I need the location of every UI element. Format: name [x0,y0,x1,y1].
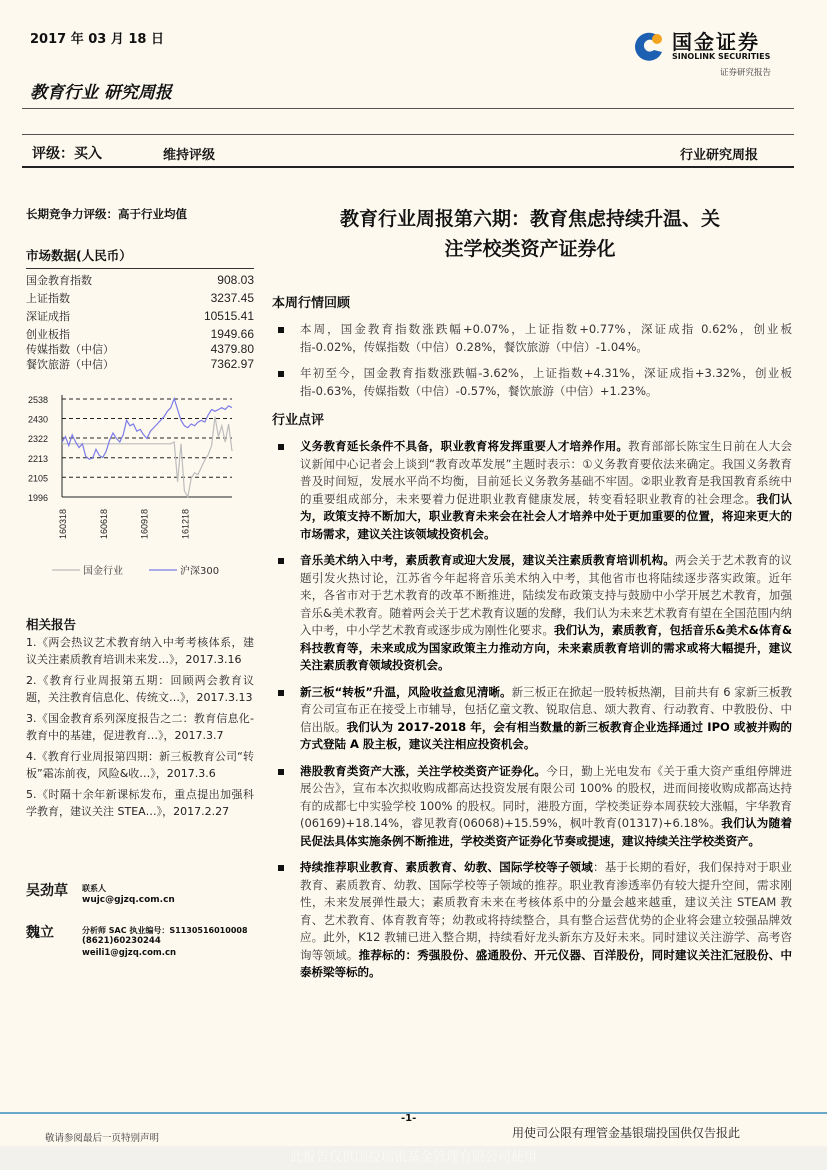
main-content [272,286,792,991]
related-report-link[interactable]: 4.《教育行业周报第四期：新三板教育公司“转板”霜冻前夜，风险&收…》，2017.3.6 [26,750,254,780]
page-number: -1- [401,1113,417,1124]
related-report-link[interactable]: 5.《时隔十余年新课标发布，重点提出加强科学教育，建议关注 STEA…》，2017.2.27 [26,788,254,818]
disclaimer-note: 敬请参阅最后一页特别声明 [45,1133,160,1144]
divider [22,108,794,109]
company-logo [632,26,792,76]
market-row: 创业板指 1949.66 [26,327,254,341]
x-tick-label: 160618 [98,508,109,539]
list-item: 本周，国金教育指数涨跌幅+0.07%，上证指数+0.77%，深证成指 0.62%，创业板指-0.02%，传媒指数（中信）0.28%，餐饮旅游（中信）-1.04%。 [272,321,792,356]
market-data-title: 市场数据(人民币） [26,248,132,263]
list-item: 音乐美术纳入中考，素质教育或迎大发展，建议关注素质教育培训机构。两会关于艺术教育的议题引发火热讨论，江苏省今年起将音乐美术纳入中考，其他省市也将陆续逐步落实政策。近年来，各省市对于艺术教育的改革不断推进，陆续发布政策支持与鼓励中小学开展艺术教育，加强音乐&美术教育。随着两会关于艺术教育议题的发酵，我们认为未来艺术教育有望在全国范围内纳入中考，中小学艺术教育或逐步成为刚性化要求。我们认为，素质教育，包括音乐&美术&体育&科技教育等，未来或成为国家政策主力推动方向，未来素质教育培训的需求或将大幅提升，建议关注素质教育领域投资机会。 [272,552,792,675]
report-date: 2017 年 03 月 18 日 [30,32,164,47]
logo-en-text: SINOLINK SECURITIES [672,52,771,61]
report-type: 教育行业 研究周报 [30,83,172,103]
related-reports [26,615,254,824]
y-tick-label: 2430 [27,414,48,425]
x-tick-label: 160918 [139,508,150,539]
market-row: 传媒指数（中信） 4379.80 [26,342,254,356]
watermark: 此报告仅供国投瑞银基金管理有限公司使用 [289,1150,537,1165]
index-chart [0,385,260,585]
related-report-link[interactable]: 1.《两会热议艺术教育纳入中考考核体系，建议关注素质教育培训未来发…》，2017.3.16 [26,636,254,666]
legend-label: 国金行业 [83,566,123,577]
analyst-name: 魏立 [26,925,54,941]
divider [22,134,794,135]
x-tick-label: 161218 [180,508,191,539]
x-tick-label: 160318 [58,508,68,539]
market-row: 深证成指 10515.41 [26,309,254,323]
related-report-link[interactable]: 2.《教育行业周报第五期：回顾两会教育议题，关注教育信息化、传统文…》，2017.3.13 [26,674,254,704]
rating: 评级：买入 [32,146,102,162]
market-data-table [26,273,254,372]
list-item: 港股教育类资产大涨，关注学校类资产证券化。今日，勤上光电发布《关于重大资产重组停牌进展公告》，宣布本次拟收购成都高达投资发展有限公司 100% 的股权，进而间接收购成都高达持有的成都七中实验学校 100% 的股权。同时，港股方面，学校类证券本周获较大涨幅，宇华教育(06169)+18.14%，睿见教育(06068)+15.59%，枫叶教育(01317)+6.18%。我们认为随着民促法具体实施条例不断推进，学校类资产证券化节奏或提速，建议持续关注学校类资产。 [272,763,792,851]
related-title: 相关报告 [26,617,77,632]
long-term-rating: 长期竞争力评级：高于行业均值 [26,207,187,221]
series-line [62,399,232,460]
analyst-name: 吴劲草 [26,883,68,899]
logo-cn-text: 国金证券 [672,30,760,54]
analyst-role: 分析师 SAC 执业编号：S1130516010008 [82,926,248,935]
list-item: 新三板“转板”升温，风险收益愈见清晰。新三板正在掀起一股转板热潮，目前共有 6 家新三板教育公司宣布正在接受上市辅导，包括亿童文教、锐取信息、颂大教育、行动教育、中教股份、中信出版。我们认为 2017-2018 年，会有相当数量的新三板教育企业选择通过 IPO 或被并购的方式登陆 A 股主板，建议关注相应投资机会。 [272,684,792,754]
market-row: 上证指数 3237.45 [26,291,254,305]
market-row: 国金教育指数 908.03 [26,273,254,287]
list-item: 持续推荐职业教育、素质教育、幼教、国际学校等子领域：基于长期的看好，我们保持对于职业教育、素质教育、幼教、国际学校等子领域的推荐。职业教育渗透率仍有较大提升空间，需求刚性，未来发展弹性最大；素质教育未来在考核体系中的分量会越来越重，建议关注 STEAM 教育、艺术教育、体育教育等；幼教或将持续整合，具有整合运营优势的企业将会建立较强品牌效应。此外，K12 教辅已进入整合期，持续看好龙头新东方及好未来。同时建议关注游学、高考咨询等领域。推荐标的：秀强股份、盛通股份、开元仪器、百洋股份，同时建议关注汇冠股份、中泰桥梁等标的。 [272,859,792,982]
market-row: 餐饮旅游（中信） 7362.97 [26,357,254,371]
y-tick-label: 2538 [27,395,48,405]
related-report-link[interactable]: 3.《国金教育系列深度报告之二：教育信息化-教育中的基建，促进教育…》，2017.3.7 [26,712,254,742]
section-heading: 行业点评 [272,413,325,428]
page-title: 教育行业周报第六期：教育焦虑持续升温、关 注学校类资产证券化 [339,208,720,260]
list-item: 义务教育延长条件不具备，职业教育将发挥重要人才培养作用。教育部部长陈宝生日前在人大会议新闻中心记者会上谈到“教育改革发展”主题时表示：①义务教育要依法来确定。我国义务教育普及时间短，发展水平尚不均衡，目前延长义务教务基础不牢固。②职业教育是我国教育系统中的重要组成部分，未来要着力促进职业教育健康发展，转变看轻职业教育的社会理念。我们认为，政策支持不断加大，职业教育未来会在社会人才培养中处于更加重要的位置，将迎来更大的市场需求，建议关注该领域投资机会。 [272,438,792,543]
list-item: 年初至今，国金教育指数涨跌幅-3.62%，上证指数+4.31%，深证成指+3.32%，创业板指-0.63%，传媒指数（中信）-0.57%，餐饮旅游（中信）+1.23%。 [272,365,792,400]
series-line [62,417,232,497]
analyst-email[interactable]: wujc@gjzq.com.cn [82,895,175,905]
logo-sub-text: 证券研究报告 [720,68,772,78]
footer-right-text: 用使司公限有理管金基银瑞投国供仅告报此 [512,1126,741,1140]
legend-label: 沪深300 [180,566,220,577]
y-tick-label: 2213 [27,453,48,464]
section-heading: 本周行情回顾 [272,296,351,311]
analyst-role: 联系人 [82,884,106,893]
analyst-phone: (8621)60230244 [82,936,161,946]
y-tick-label: 2105 [27,473,48,484]
logo-mark-icon [632,28,668,64]
rating-status: 维持评级 [163,148,216,163]
y-tick-label: 1996 [27,493,48,503]
analyst-email[interactable]: weili1@gjzq.com.cn [82,948,177,958]
divider [22,166,794,168]
watermark-bar [0,1146,827,1170]
report-kind: 行业研究周报 [680,148,759,163]
y-tick-label: 2322 [27,434,48,445]
